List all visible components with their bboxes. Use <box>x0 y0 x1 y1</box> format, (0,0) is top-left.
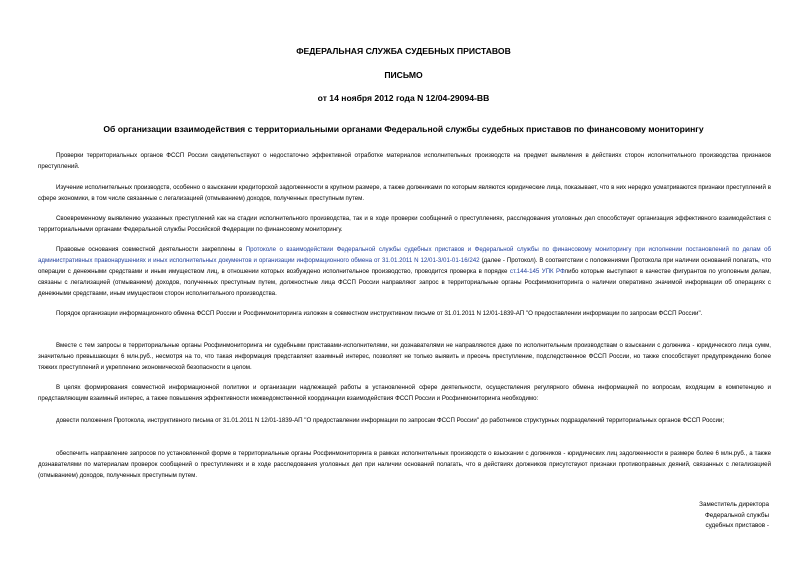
protocol-link[interactable]: Протоколе о взаимодействии Федеральной службы судебных приставов и Федеральной службы по финансовому мониторингу при исполнении постановлений по делам об административных правонарушениях и иных исполнительных документов и организации информационного обмена от 31.01.2011 N 12/01-3/01-01-16/242 <box>38 246 772 264</box>
subject-heading: Об организации взаимодействия с территориальными органами Федеральной службы судебных приставов по финансовому мониторингу <box>103 124 704 134</box>
paragraph-7: В целях формирования совместной информационной политики и организации надлежащей работы в установленной сфере деятельности, осуществления регулярного обмена информацией по вопросам, входящим в компетенцию и представляющим взаимный интерес, а также повышения эффективности межведомственной координации взаимодействия ФССП России и Росфинмониторинга необходимо: <box>38 384 771 402</box>
paragraph-3: Своевременному выявлению указанных преступлений как на стадии исполнительного производства, так и в ходе проверки сообщений о преступлениях, расследования уголовных дел способствует организация эффективного взаимодействия с территориальными органами Федеральной службы Российской Федерации по финансовому мониторингу. <box>38 215 771 233</box>
agency-heading: ФЕДЕРАЛЬНАЯ СЛУЖБА СУДЕБНЫХ ПРИСТАВОВ <box>296 46 511 56</box>
paragraph-8: довести положения Протокола, инструктивного письма от 31.01.2011 N 12/01-1839-АП "О предоставлении информации по запросам ФССП России" до работников структурных подразделений территориальных органов ФССП России; <box>56 417 725 424</box>
signature-line-1: Заместитель директора <box>699 501 769 508</box>
paragraph-4-text-c: либо которые выступают в качестве фигурантов по уголовным делам, связаны с легализацией (отмыванием) доходов, полученных преступным путем, должностные лица ФССП России направляют запрос в территориальные органы Росфинмониторинга о наличии оперативно значимой информации об операциях с денежными средствами, иным имуществом сторон исполнительного производства. <box>38 268 771 297</box>
paragraph-6: Вместе с тем запросы в территориальные органы Росфинмониторинга ни судебными приставами-исполнителями, ни дознавателями не направляются даже по исполнительным производствам о взыскании с должника - юридического лица сумм, значительно превышающих 6 млн.руб., несмотря на то, что такая информация представляет взаимный интерес, позволяет не только выявить и пресечь преступление, подследственное ФССП России, но также способствует предупреждению более тяжких преступлений и укреплению экономической безопасности в целом. <box>38 342 771 371</box>
paragraph-4-text-a: Правовые основания совместной деятельности закреплены в <box>56 246 246 253</box>
signature-line-2: Федеральной службы <box>705 511 769 519</box>
paragraph-1: Проверки территориальных органов ФССП России свидетельствуют о недостаточно эффективной отработке материалов исполнительных производств на предмет выявления в действиях сторон исполнительного производства признаков преступлений. <box>38 152 771 170</box>
paragraph-4 <box>38 244 771 299</box>
paragraph-9: обеспечить направление запросов по установленной форме в территориальные органы Росфинмониторинга в рамках исполнительных производств о взыскании с должников - юридических лиц задолженности в размере более 6 млн.руб., а также дознавателями по материалам проверок сообщений о преступлениях и в ходе расследования уголовных дел при наличии оснований полагать, что в действиях должников присутствуют признаки противоправных деяний, связанных с легализацией (отмыванием) доходов, полученных преступным путем. <box>38 450 771 479</box>
signature-line-3: судебных приставов - <box>705 522 769 529</box>
paragraph-4-text-b: (далее - Протокол). В соответствии с положениями Протокола при наличии оснований полагать, что операции с денежными средствами и иным имуществом лиц, в отношении которых возбуждено исполнительное производство, проводится проверка в порядке <box>38 257 771 275</box>
signature-block <box>699 500 769 532</box>
upk-article-link[interactable]: ст.144-145 УПК РФ <box>509 268 565 275</box>
document-type-heading: ПИСЬМО <box>384 70 423 80</box>
paragraph-2: Изучение исполнительных производств, особенно о взыскании кредиторской задолженности в крупном размере, а также должниками по которым являются юридические лица, показывает, что в них нередко усматриваются признаки преступлений в сфере экономики, в том числе связанные с легализацией (отмыванием) доходов, полученных преступным путем. <box>38 184 771 202</box>
paragraph-5: Порядок организации информационного обмена ФССП России и Росфинмониторинга изложен в совместном инструктивном письме от 31.01.2011 N 12/01-1839-АП "О предоставлении информации по запросам ФССП России". <box>56 310 703 317</box>
date-number-heading: от 14 ноября 2012 года N 12/04-29094-ВВ <box>317 93 490 103</box>
